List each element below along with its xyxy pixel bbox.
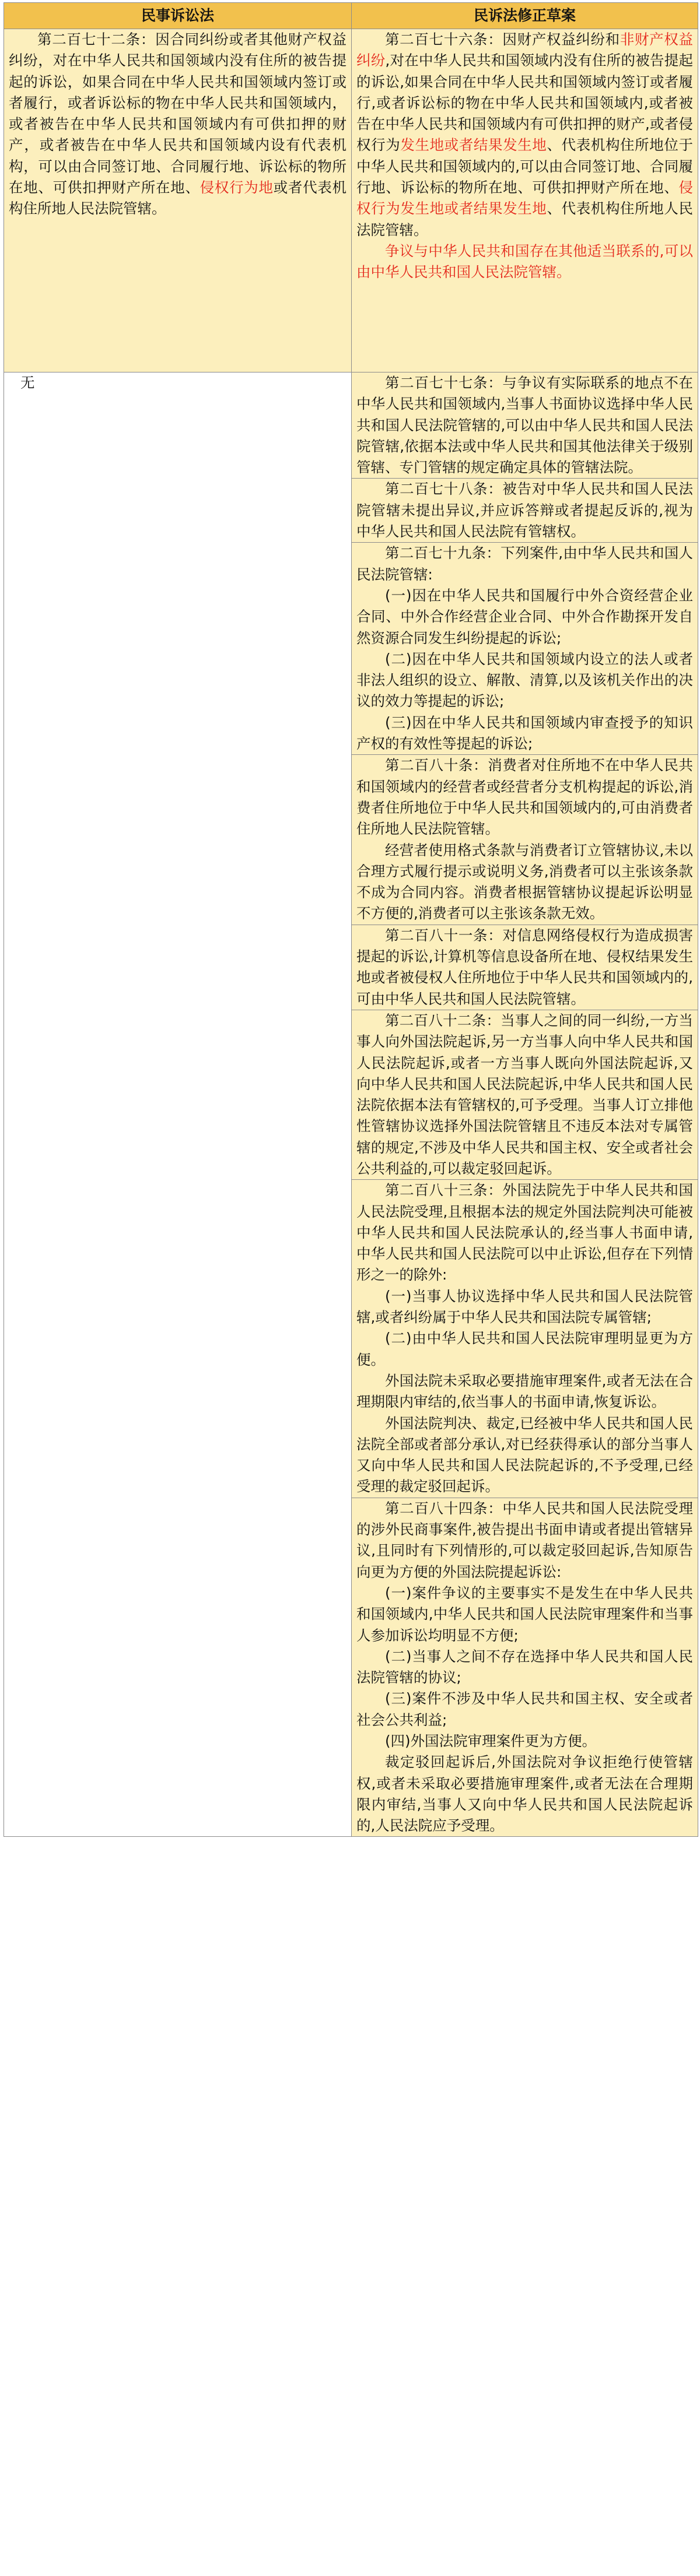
text-run: (一)因在中华人民共和国履行中外合资经营企业合同、中外合作经营企业合同、中外合作勘探开发自然资源合同发生纠纷提起的诉讼; — [356, 586, 693, 646]
paragraph — [356, 1646, 693, 1689]
right-cell — [352, 29, 698, 372]
text-run: 第二百七十七条：与争议有实际联系的地点不在中华人民共和国领域内,当事人书面协议选择中华人民共和国人民法院管辖的,可以由中华人民共和国人民法院管辖,依据本法或中华人民共和国其他法律关于级别管辖、专门管辖的规定确定具体的管辖法院。 — [356, 374, 693, 476]
table-row — [4, 372, 698, 479]
header-amendment-draft: 民诉法修正草案 — [352, 3, 698, 29]
highlighted-text: 争议与中华人民共和国存在其他适当联系的,可以由中华人民共和国人民法院管辖。 — [356, 242, 693, 281]
right-cell — [352, 372, 698, 479]
paragraph — [356, 840, 693, 925]
text-run: (二)由中华人民共和国人民法院审理明显更为方便。 — [356, 1330, 693, 1368]
paragraph — [356, 1180, 693, 1285]
table-header-row — [4, 3, 698, 29]
text-run: (三)因在中华人民共和国领域内审查授予的知识产权的有效性等提起的诉讼; — [356, 714, 693, 753]
paragraph — [356, 925, 693, 1010]
paragraph — [356, 1370, 693, 1413]
text-run: 第二百八十一条：对信息网络侵权行为造成损害提起的诉讼,计算机等信息设备所在地、侵权结果发生地或者被侵权人住所地位于中华人民共和国领域内的,可由中华人民共和国人民法院管辖。 — [356, 926, 693, 1007]
text-run: 外国法院未采取必要措施审理案件,或者无法在合理期限内审结的,依当事人的书面申请,恢复诉讼。 — [356, 1372, 693, 1411]
text-run: 外国法院判决、裁定,已经被中华人民共和国人民法院全部或者部分承认,对已经获得承认的部分当事人又向中华人民共和国人民法院起诉的,不予受理,已经受理的裁定驳回起诉。 — [356, 1414, 693, 1495]
paragraph — [356, 241, 693, 283]
paragraph — [356, 29, 693, 241]
text-run: (二)因在中华人民共和国领域内设立的法人或者非法人组织的设立、解散、清算,以及该机关作出的决议的效力等提起的诉讼; — [356, 650, 693, 710]
paragraph — [356, 479, 693, 542]
text-run: 或者代表机构住所地人民法院管辖。 — [9, 179, 347, 217]
right-cell — [352, 543, 698, 755]
highlighted-text: 侵权行为发生地或者结果发生地 — [356, 179, 693, 217]
right-cell — [352, 925, 698, 1010]
highlighted-text: 侵权行为地 — [200, 179, 274, 196]
paragraph — [356, 1010, 693, 1179]
text-run: 第二百八十二条：当事人之间的同一纠纷,一方当事人向外国法院起诉,另一方当事人向中华人民共和国人民法院起诉,或者一方当事人既向外国法院起诉,又向中华人民共和国人民法院起诉,中华人民共和国人民法院依据本法有管辖权的,可予受理。当事人订立排他性管辖协议选择外国法院管辖且不违反本法对专属管辖的规定,不涉及中华人民共和国主权、安全或者社会公共利益的,可以裁定驳回起诉。 — [356, 1011, 693, 1177]
paragraph — [356, 1328, 693, 1370]
highlighted-text: 发生地或者结果发生地 — [400, 136, 547, 154]
paragraph — [356, 543, 693, 585]
paragraph — [356, 1498, 693, 1583]
text-run: 裁定驳回起诉后,外国法院对争议拒绝行使管辖权,或者未采取必要措施审理案件,或者无法在合理期限内审结,当事人又向中华人民共和国人民法院起诉的,人民法院应予受理。 — [356, 1753, 693, 1835]
paragraph — [356, 649, 693, 712]
right-cell — [352, 1498, 698, 1837]
paragraph — [356, 1413, 693, 1498]
right-cell — [352, 1180, 698, 1498]
text-run: 、代表机构住所地位于中华人民共和国领域内的,可以由合同签订地、合同履行地、诉讼标的物所在地、可供扣押财产所在地、 — [356, 136, 694, 196]
paragraph — [9, 372, 346, 393]
text-run: 第二百八十条：消费者对住所地不在中华人民共和国领域内的经营者或经营者分支机构提起的诉讼,消费者住所地位于中华人民共和国领域内的,可由消费者住所地人民法院管辖。 — [356, 757, 693, 838]
paragraph — [356, 1752, 693, 1836]
text-run: 第二百七十八条：被告对中华人民共和国人民法院管辖未提出异议,并应诉答辩或者提起反诉的,视为中华人民共和国人民法院有管辖权。 — [356, 480, 693, 540]
highlighted-text: 非财产权益纠纷 — [356, 31, 694, 69]
paragraph — [356, 1583, 693, 1646]
text-run: 第二百七十二条：因合同纠纷或者其他财产权益纠纷，对在中华人民共和国领域内没有住所的被告提起的诉讼，如果合同在中华人民共和国领域内签订或者履行，或者诉讼标的物在中华人民共和国领域内，或者被告在中华人民共和国领域内有可供扣押的财产，或者被告在中华人民共和国领域内设有代表机构，可以由合同签订地、合同履行地、诉讼标的物所在地、可供扣押财产所在地、 — [9, 31, 346, 196]
text-run: 第二百七十九条：下列案件,由中华人民共和国人民法院管辖: — [356, 544, 693, 583]
text-run: (三)案件不涉及中华人民共和国主权、安全或者社会公共利益; — [356, 1690, 693, 1728]
text-run: 第二百八十四条：中华人民共和国人民法院受理的涉外民商事案件,被告提出书面申请或者提出管辖异议,且同时有下列情形的,可以裁定驳回起诉,告知原告向更为方便的外国法院提起诉讼: — [356, 1499, 693, 1580]
paragraph — [356, 372, 693, 478]
header-civil-procedure-law: 民事诉讼法 — [4, 3, 352, 29]
paragraph — [356, 1286, 693, 1329]
text-run: ,对在中华人民共和国领域内没有住所的被告提起的诉讼,如果合同在中华人民共和国领域内签订或者履行,或者诉讼标的物在中华人民共和国领域内,或者被告在中华人民共和国领域内有可供扣押的财产,或者侵权行为 — [356, 52, 693, 154]
left-cell — [4, 29, 352, 372]
left-cell — [4, 372, 352, 1837]
paragraph — [356, 755, 693, 839]
text-run: (一)当事人协议选择中华人民共和国人民法院管辖,或者纠纷属于中华人民共和国法院专属管辖; — [356, 1287, 693, 1326]
paragraph — [356, 1688, 693, 1731]
paragraph — [9, 29, 346, 220]
text-run: (一)案件争议的主要事实不是发生在中华人民共和国领域内,中华人民共和国人民法院审理案件和当事人参加诉讼均明显不方便; — [356, 1584, 693, 1644]
text-run: 第二百八十三条：外国法院先于中华人民共和国人民法院受理,且根据本法的规定外国法院判决可能被中华人民共和国人民法院承认的,经当事人书面申请,中华人民共和国人民法院可以中止诉讼,但存在下列情形之一的除外: — [356, 1182, 693, 1284]
table-body — [4, 29, 698, 1837]
text-run: (二)当事人之间不存在选择中华人民共和国人民法院管辖的协议; — [356, 1647, 693, 1686]
comparison-table — [4, 2, 698, 1837]
text-run: 无 — [20, 374, 35, 391]
right-cell — [352, 755, 698, 925]
right-cell — [352, 1010, 698, 1179]
paragraph — [356, 1731, 693, 1752]
text-run: (四)外国法院审理案件更为方便。 — [385, 1732, 597, 1749]
paragraph — [356, 712, 693, 755]
table-row — [4, 29, 698, 372]
text-run: 第二百七十六条：因财产权益纠纷和 — [385, 31, 620, 48]
text-run: 、代表机构住所地人民法院管辖。 — [356, 200, 694, 238]
paragraph — [356, 585, 693, 649]
text-run: 经营者使用格式条款与消费者订立管辖协议,未以合理方式履行提示或说明义务,消费者可以主张该条款不成为合同内容。消费者根据管辖协议提起诉讼明显不方便的,消费者可以主张该条款无效。 — [356, 841, 693, 922]
right-cell — [352, 479, 698, 543]
